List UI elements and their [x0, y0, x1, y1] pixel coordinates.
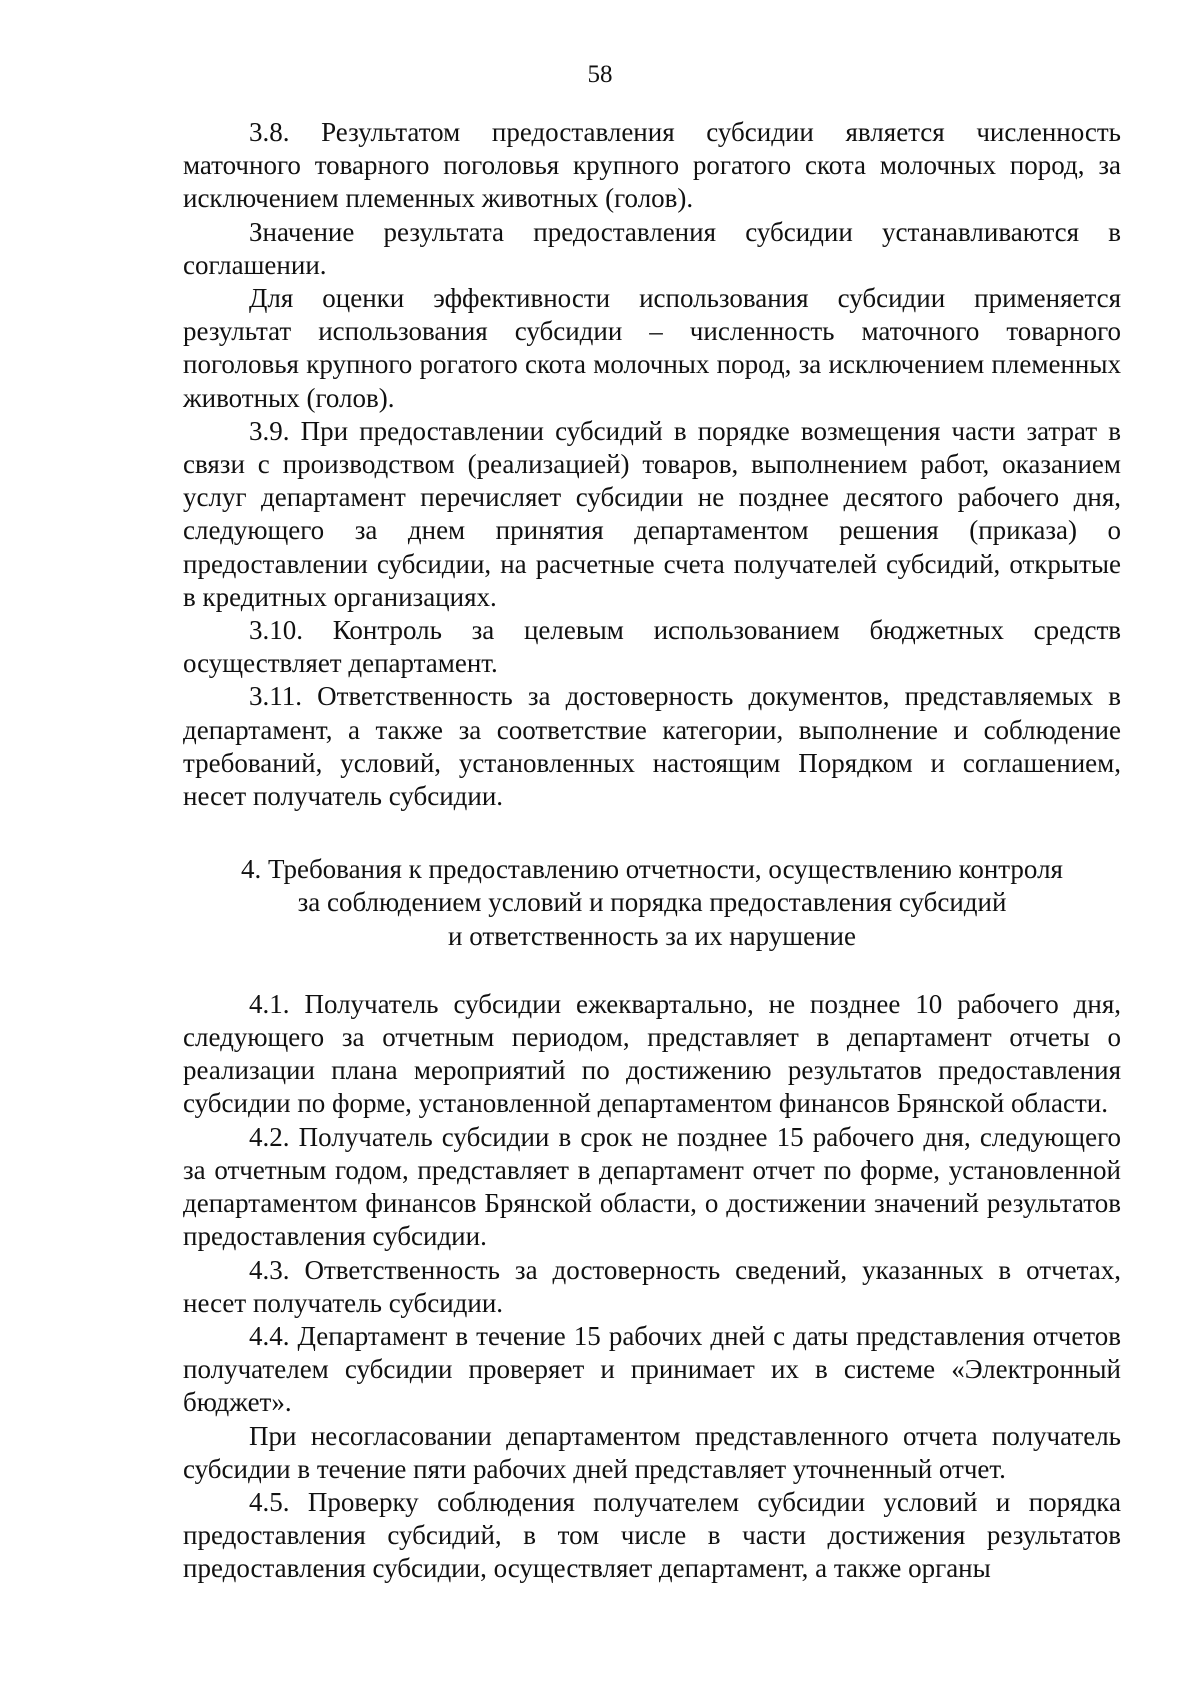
paragraph-3-10: 3.10. Контроль за целевым использованием бюджетных средств осуществляет департамент. [183, 615, 1121, 679]
paragraph-4-2: 4.2. Получатель субсидии в срок не позднее 15 рабочего дня, следующего за отчетным годом, представляет в департамент отчет по форме, установленной департаментом финансов Брянской области, о достижении значений результатов предоставления субсидии. [183, 1121, 1121, 1252]
paragraph-3-11: 3.11. Ответственность за достоверность документов, представляемых в департамент, а также за соответствие категории, выполнение и соблюдение требований, условий, установленных настоящим Порядком и соглашением, несет получатель субсидии. [183, 681, 1121, 812]
paragraph-4-1: 4.1. Получатель субсидии ежеквартально, не позднее 10 рабочего дня, следующего за отчетным периодом, представляет в департамент отчеты о реализации плана мероприятий по достижению результатов предоставления субсидии по форме, установленной департаментом финансов Брянской области. [183, 988, 1121, 1119]
paragraph-3-8-value: Значение результата предоставления субсидии устанавливаются в соглашении. [183, 216, 1121, 280]
paragraph-4-3: 4.3. Ответственность за достоверность сведений, указанных в отчетах, несет получатель субсидии. [183, 1254, 1121, 1318]
page-number: 58 [587, 61, 613, 88]
section-heading-line-2: за соблюдением условий и порядка предоставления субсидий [297, 887, 1007, 918]
section-heading-line-1: 4. Требования к предоставлению отчетности, осуществлению контроля [241, 854, 1063, 885]
paragraph-3-8: 3.8. Результатом предоставления субсидии является численность маточного товарного поголовья крупного рогатого скота молочных пород, за исключением племенных животных (голов). [183, 117, 1121, 214]
paragraph-3-9: 3.9. При предоставлении субсидий в порядке возмещения части затрат в связи с производством (реализацией) товаров, выполнением работ, оказанием услуг департамент перечисляет субсидии не позднее десятого рабочего дня, следующего за днем принятия департаментом решения (приказа) о предоставлении субсидии, на расчетные счета получателей субсидий, открытые в кредитных организациях. [183, 415, 1121, 612]
paragraph-4-4: 4.4. Департамент в течение 15 рабочих дней с даты представления отчетов получателем субсидии проверяет и принимает их в системе «Электронный бюджет». [183, 1320, 1121, 1418]
paragraph-3-8-evaluation: Для оценки эффективности использования субсидии применяется результат использования субсидии – численность маточного товарного поголовья крупного рогатого скота молочных пород, за исключением племенных животных (голов). [183, 283, 1121, 413]
document-body [183, 116, 1121, 1586]
section-4-heading [183, 853, 1121, 953]
paragraph-4-4-correction: При несогласовании департаментом представленного отчета получатель субсидии в течение пяти рабочих дней представляет уточненный отчет. [183, 1420, 1121, 1484]
section-heading-line-3: и ответственность за их нарушение [448, 920, 856, 951]
paragraph-4-5: 4.5. Проверку соблюдения получателем субсидии условий и порядка предоставления субсидий, в том числе в части достижения результатов предоставления субсидии, осуществляет департамент, а также органы [183, 1486, 1121, 1584]
